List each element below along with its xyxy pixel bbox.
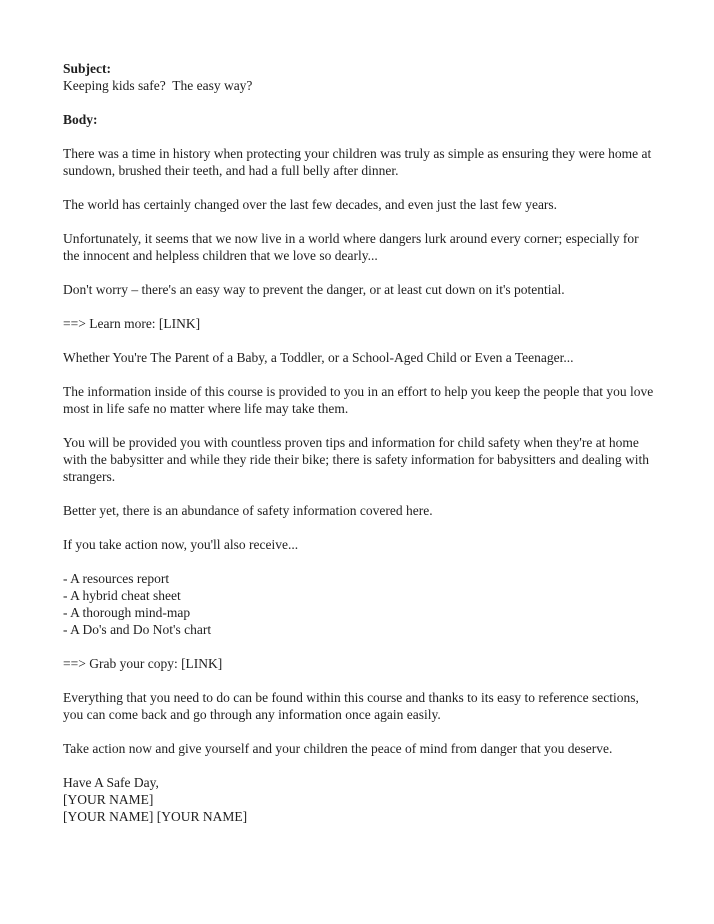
- body-block: [63, 111, 657, 128]
- paragraph-middle-2: The information inside of this course is provided to you in an effort to help you keep the people that you love most in life safe no matter where life may take them.: [63, 384, 657, 416]
- subject-text: Keeping kids safe? The easy way?: [63, 78, 253, 93]
- subject-label: Subject:: [63, 61, 111, 76]
- paragraph-closing-2: Take action now and give yourself and your children the peace of mind from danger that you deserve.: [63, 741, 613, 756]
- paragraph-intro-3: Unfortunately, it seems that we now live in a world where dangers lurk around every corner; especially for the innocent and helpless children that we love so dearly...: [63, 231, 643, 263]
- paragraph-intro-1: There was a time in history when protecting your children was truly as simple as ensuring they were home at sundown, brushed their teeth, and had a full belly after dinner.: [63, 146, 655, 178]
- signature-closing: Have A Safe Day,: [63, 775, 159, 790]
- body-label: Body:: [63, 112, 98, 127]
- paragraph-middle-5: If you take action now, you'll also receive...: [63, 537, 299, 552]
- paragraph-closing-1: Everything that you need to do can be found within this course and thanks to its easy to reference sections, you can come back and go through any information once again easily.: [63, 690, 643, 722]
- paragraph-middle-3: You will be provided you with countless proven tips and information for child safety when they're at home with the babysitter and while they ride their bike; there is safety information for babysitters and dealing with strangers.: [63, 435, 653, 484]
- signature-name-placeholder: [YOUR NAME] [YOUR NAME]: [63, 809, 248, 824]
- paragraph-intro-4: Don't worry – there's an easy way to prevent the danger, or at least cut down on it's potential.: [63, 282, 565, 297]
- bonus-item: - A thorough mind-map: [63, 605, 191, 620]
- bonus-item: - A Do's and Do Not's chart: [63, 622, 212, 637]
- bonus-items-list: [63, 570, 657, 638]
- paragraph-intro-2: The world has certainly changed over the last few decades, and even just the last few years.: [63, 197, 558, 212]
- signature-block: [63, 774, 657, 825]
- learn-more-link-placeholder: ==> Learn more: [LINK]: [63, 316, 201, 331]
- paragraph-middle-4: Better yet, there is an abundance of safety information covered here.: [63, 503, 433, 518]
- subject-block: [63, 60, 657, 94]
- grab-copy-link-placeholder: ==> Grab your copy: [LINK]: [63, 656, 223, 671]
- signature-name-placeholder: [YOUR NAME]: [63, 792, 154, 807]
- paragraph-middle-1: Whether You're The Parent of a Baby, a Toddler, or a School-Aged Child or Even a Teenager...: [63, 350, 574, 365]
- bonus-item: - A hybrid cheat sheet: [63, 588, 181, 603]
- bonus-item: - A resources report: [63, 571, 170, 586]
